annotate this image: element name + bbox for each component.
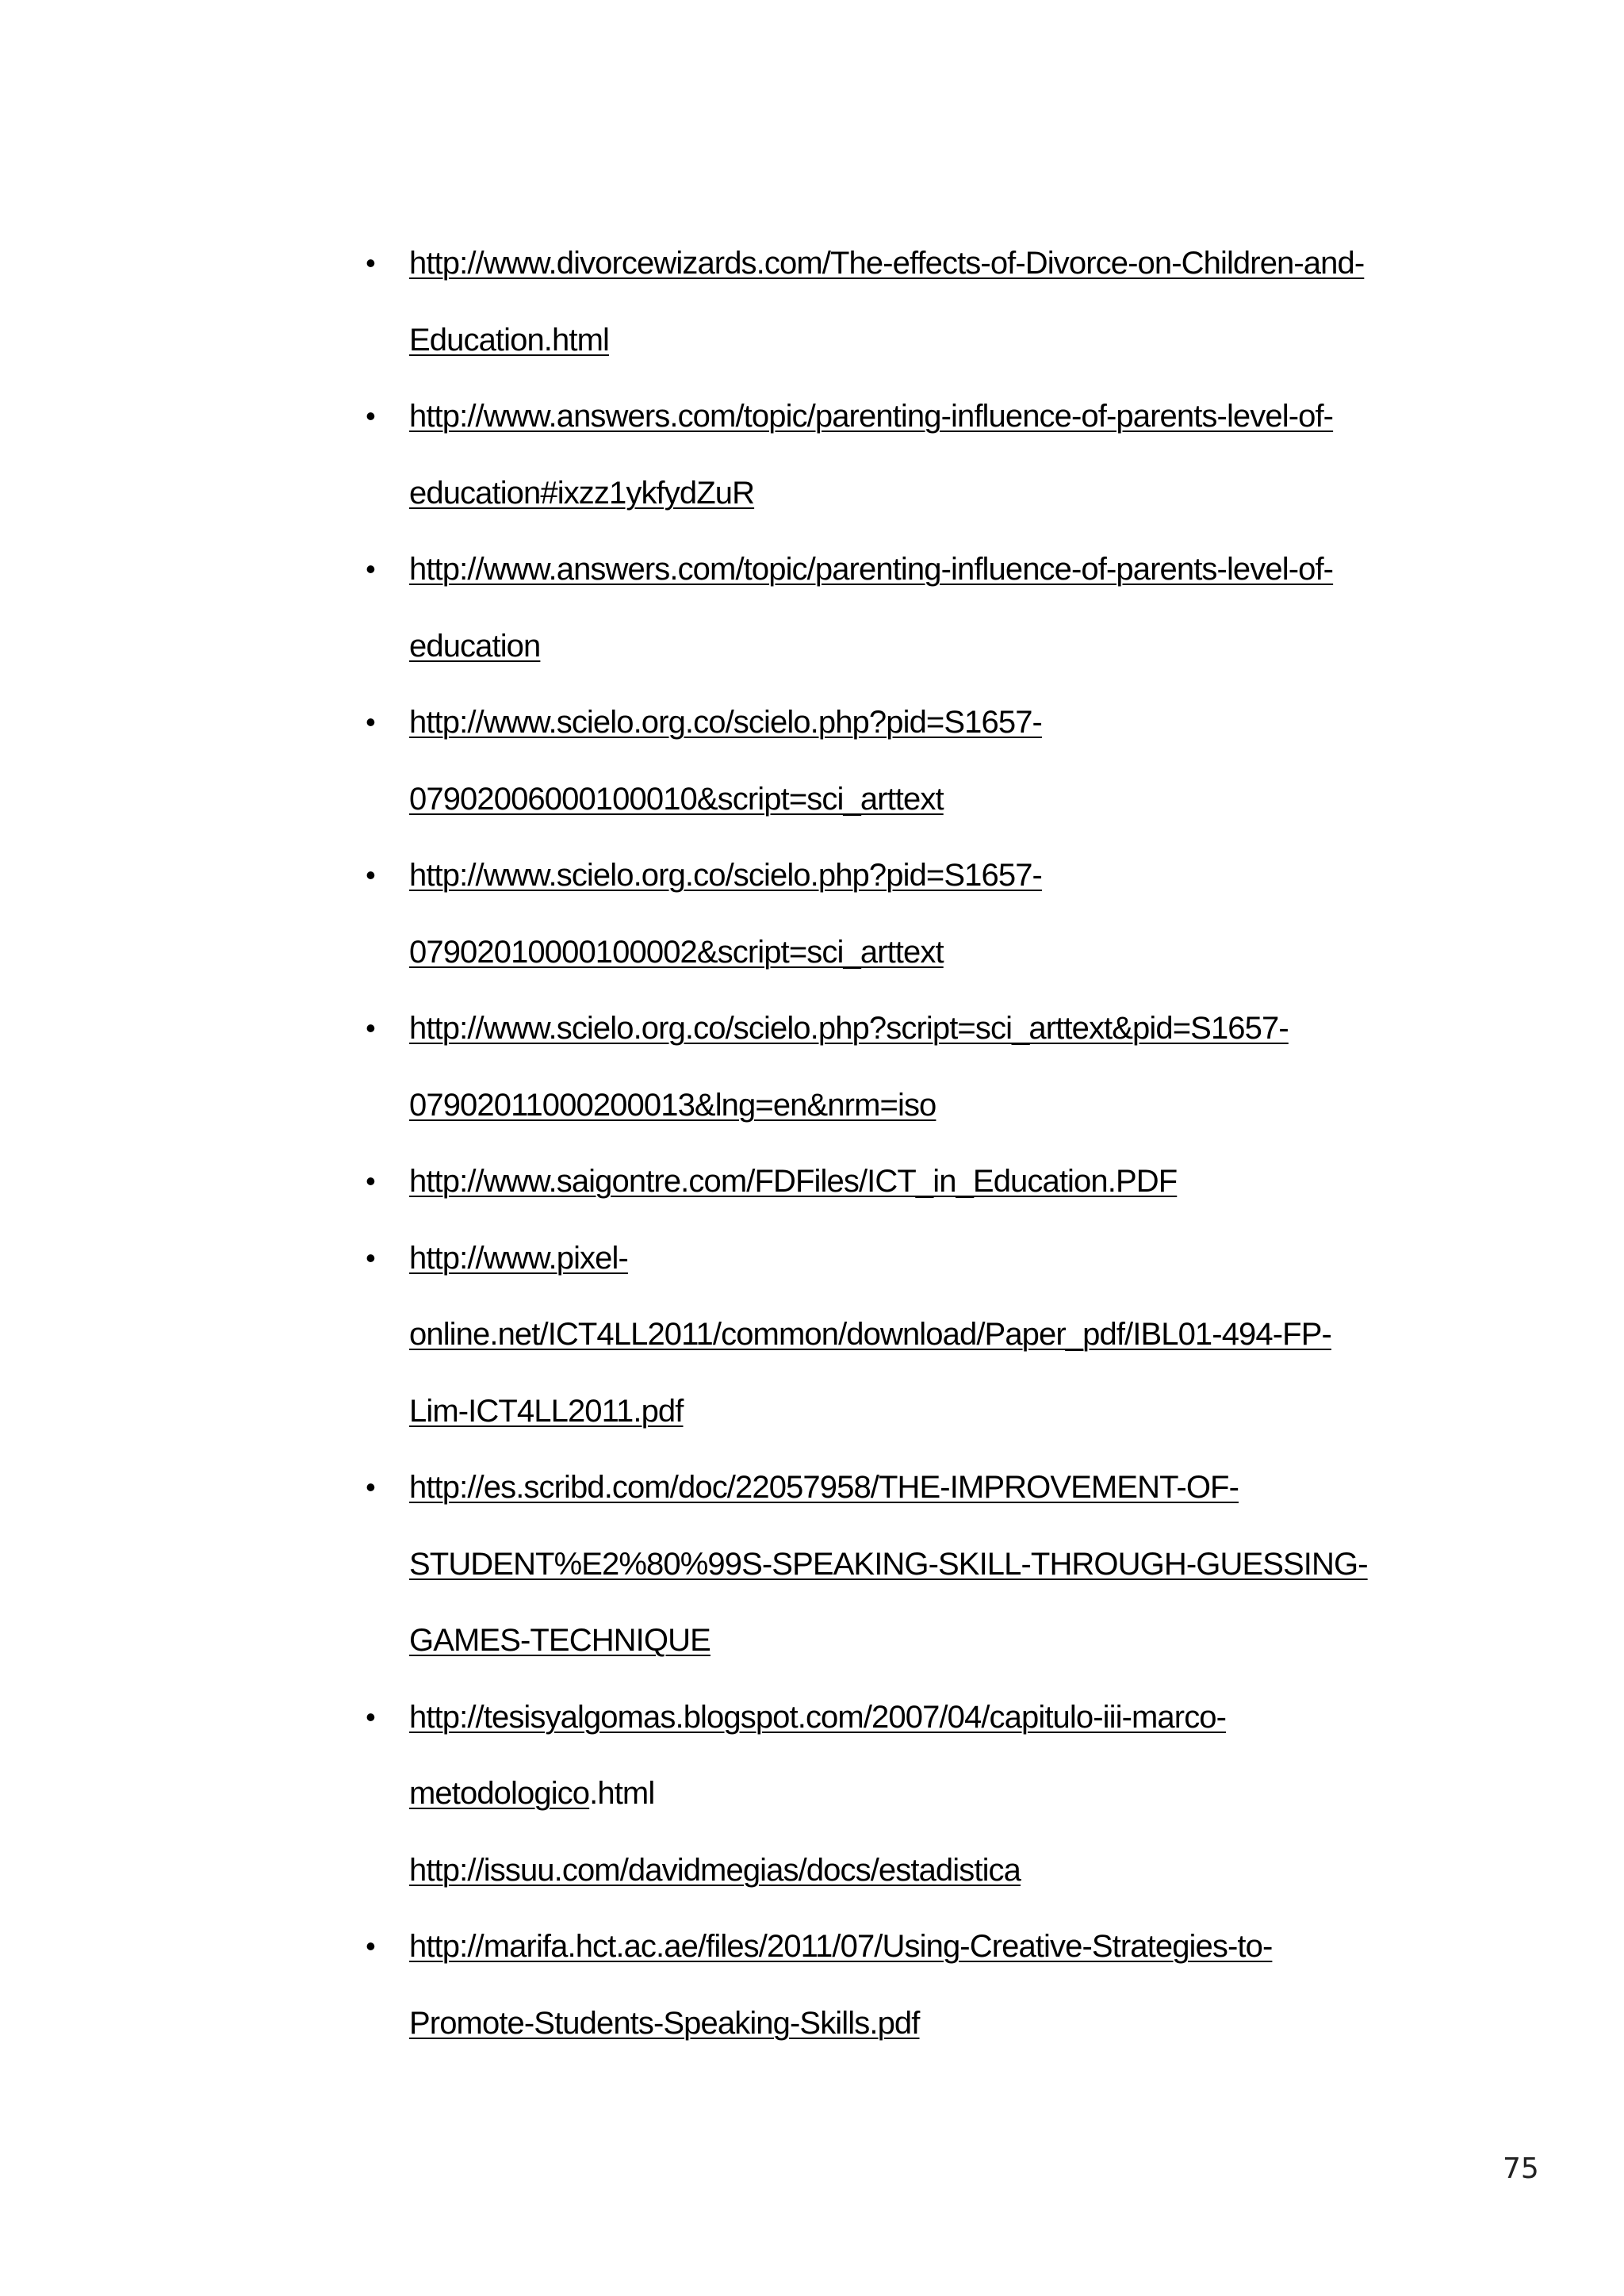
- bullet-icon: •: [366, 1012, 375, 1044]
- reference-link[interactable]: education#ixzz1ykfydZuR: [409, 475, 755, 511]
- reference-item: [366, 684, 1448, 837]
- bullet-icon: •: [366, 1471, 375, 1503]
- bullet-icon: •: [366, 1241, 375, 1274]
- reference-link[interactable]: STUDENT%E2%80%99S-SPEAKING-SKILL-THROUGH-GUESSING-: [409, 1546, 1368, 1582]
- reference-link[interactable]: http://www.answers.com/topic/parenting-influence-of-parents-level-of-: [409, 399, 1334, 434]
- reference-item: [366, 837, 1448, 990]
- reference-item: [366, 1679, 1448, 1909]
- reference-link[interactable]: http://issuu.com/davidmegias/docs/estadistica: [409, 1852, 1021, 1888]
- reference-link[interactable]: http://www.pixel-: [409, 1240, 628, 1276]
- reference-link[interactable]: 07902011000200013&lng=en&nrm=iso: [409, 1087, 936, 1123]
- bullet-icon: •: [366, 553, 375, 585]
- reference-item: [366, 531, 1448, 684]
- reference-link[interactable]: http://www.saigontre.com/FDFiles/ICT_in_Education.PDF: [409, 1164, 1178, 1199]
- reference-link[interactable]: metodologico: [409, 1776, 590, 1811]
- reference-link[interactable]: Lim-ICT4LL2011.pdf: [409, 1393, 684, 1429]
- reference-link[interactable]: GAMES-TECHNIQUE: [409, 1623, 710, 1658]
- reference-item: [366, 990, 1448, 1143]
- reference-item: [366, 1908, 1448, 2061]
- bullet-icon: •: [366, 400, 375, 432]
- reference-item: [366, 1449, 1448, 1679]
- bullet-icon: •: [366, 1165, 375, 1197]
- bullet-icon: •: [366, 1700, 375, 1733]
- reference-list: [366, 225, 1448, 2061]
- reference-link[interactable]: 07902006000100010&script=sci_arttext: [409, 781, 944, 817]
- reference-item: [366, 225, 1448, 378]
- bullet-icon: •: [366, 859, 375, 891]
- reference-link[interactable]: 07902010000100002&script=sci_arttext: [409, 934, 944, 970]
- page-number: 75: [1503, 2152, 1539, 2185]
- reference-item: [366, 1220, 1448, 1450]
- reference-link[interactable]: http://www.answers.com/topic/parenting-influence-of-parents-level-of-: [409, 552, 1334, 587]
- reference-link[interactable]: http://www.scielo.org.co/scielo.php?script=sci_arttext&pid=S1657-: [409, 1011, 1289, 1046]
- reference-link[interactable]: http://tesisyalgomas.blogspot.com/2007/04/capitulo-iii-marco-: [409, 1699, 1227, 1735]
- reference-link[interactable]: Education.html: [409, 322, 609, 358]
- reference-link[interactable]: http://marifa.hct.ac.ae/files/2011/07/Using-Creative-Strategies-to-: [409, 1929, 1273, 1964]
- bullet-icon: •: [366, 247, 375, 279]
- reference-item: [366, 1143, 1448, 1220]
- reference-link[interactable]: http://es.scribd.com/doc/22057958/THE-IMPROVEMENT-OF-: [409, 1470, 1239, 1505]
- reference-item: [366, 378, 1448, 531]
- reference-link[interactable]: http://www.scielo.org.co/scielo.php?pid=S1657-: [409, 705, 1042, 740]
- bullet-icon: •: [366, 1930, 375, 1962]
- reference-link[interactable]: http://www.divorcewizards.com/The-effects-of-Divorce-on-Children-and-: [409, 246, 1365, 281]
- reference-link[interactable]: online.net/ICT4LL2011/common/download/Paper_pdf/IBL01-494-FP-: [409, 1317, 1331, 1352]
- reference-link[interactable]: Promote-Students-Speaking-Skills.pdf: [409, 2005, 920, 2041]
- reference-link[interactable]: education: [409, 628, 541, 664]
- link-suffix-text: .html: [589, 1776, 655, 1811]
- reference-link[interactable]: http://www.scielo.org.co/scielo.php?pid=S1657-: [409, 858, 1042, 893]
- bullet-icon: •: [366, 706, 375, 738]
